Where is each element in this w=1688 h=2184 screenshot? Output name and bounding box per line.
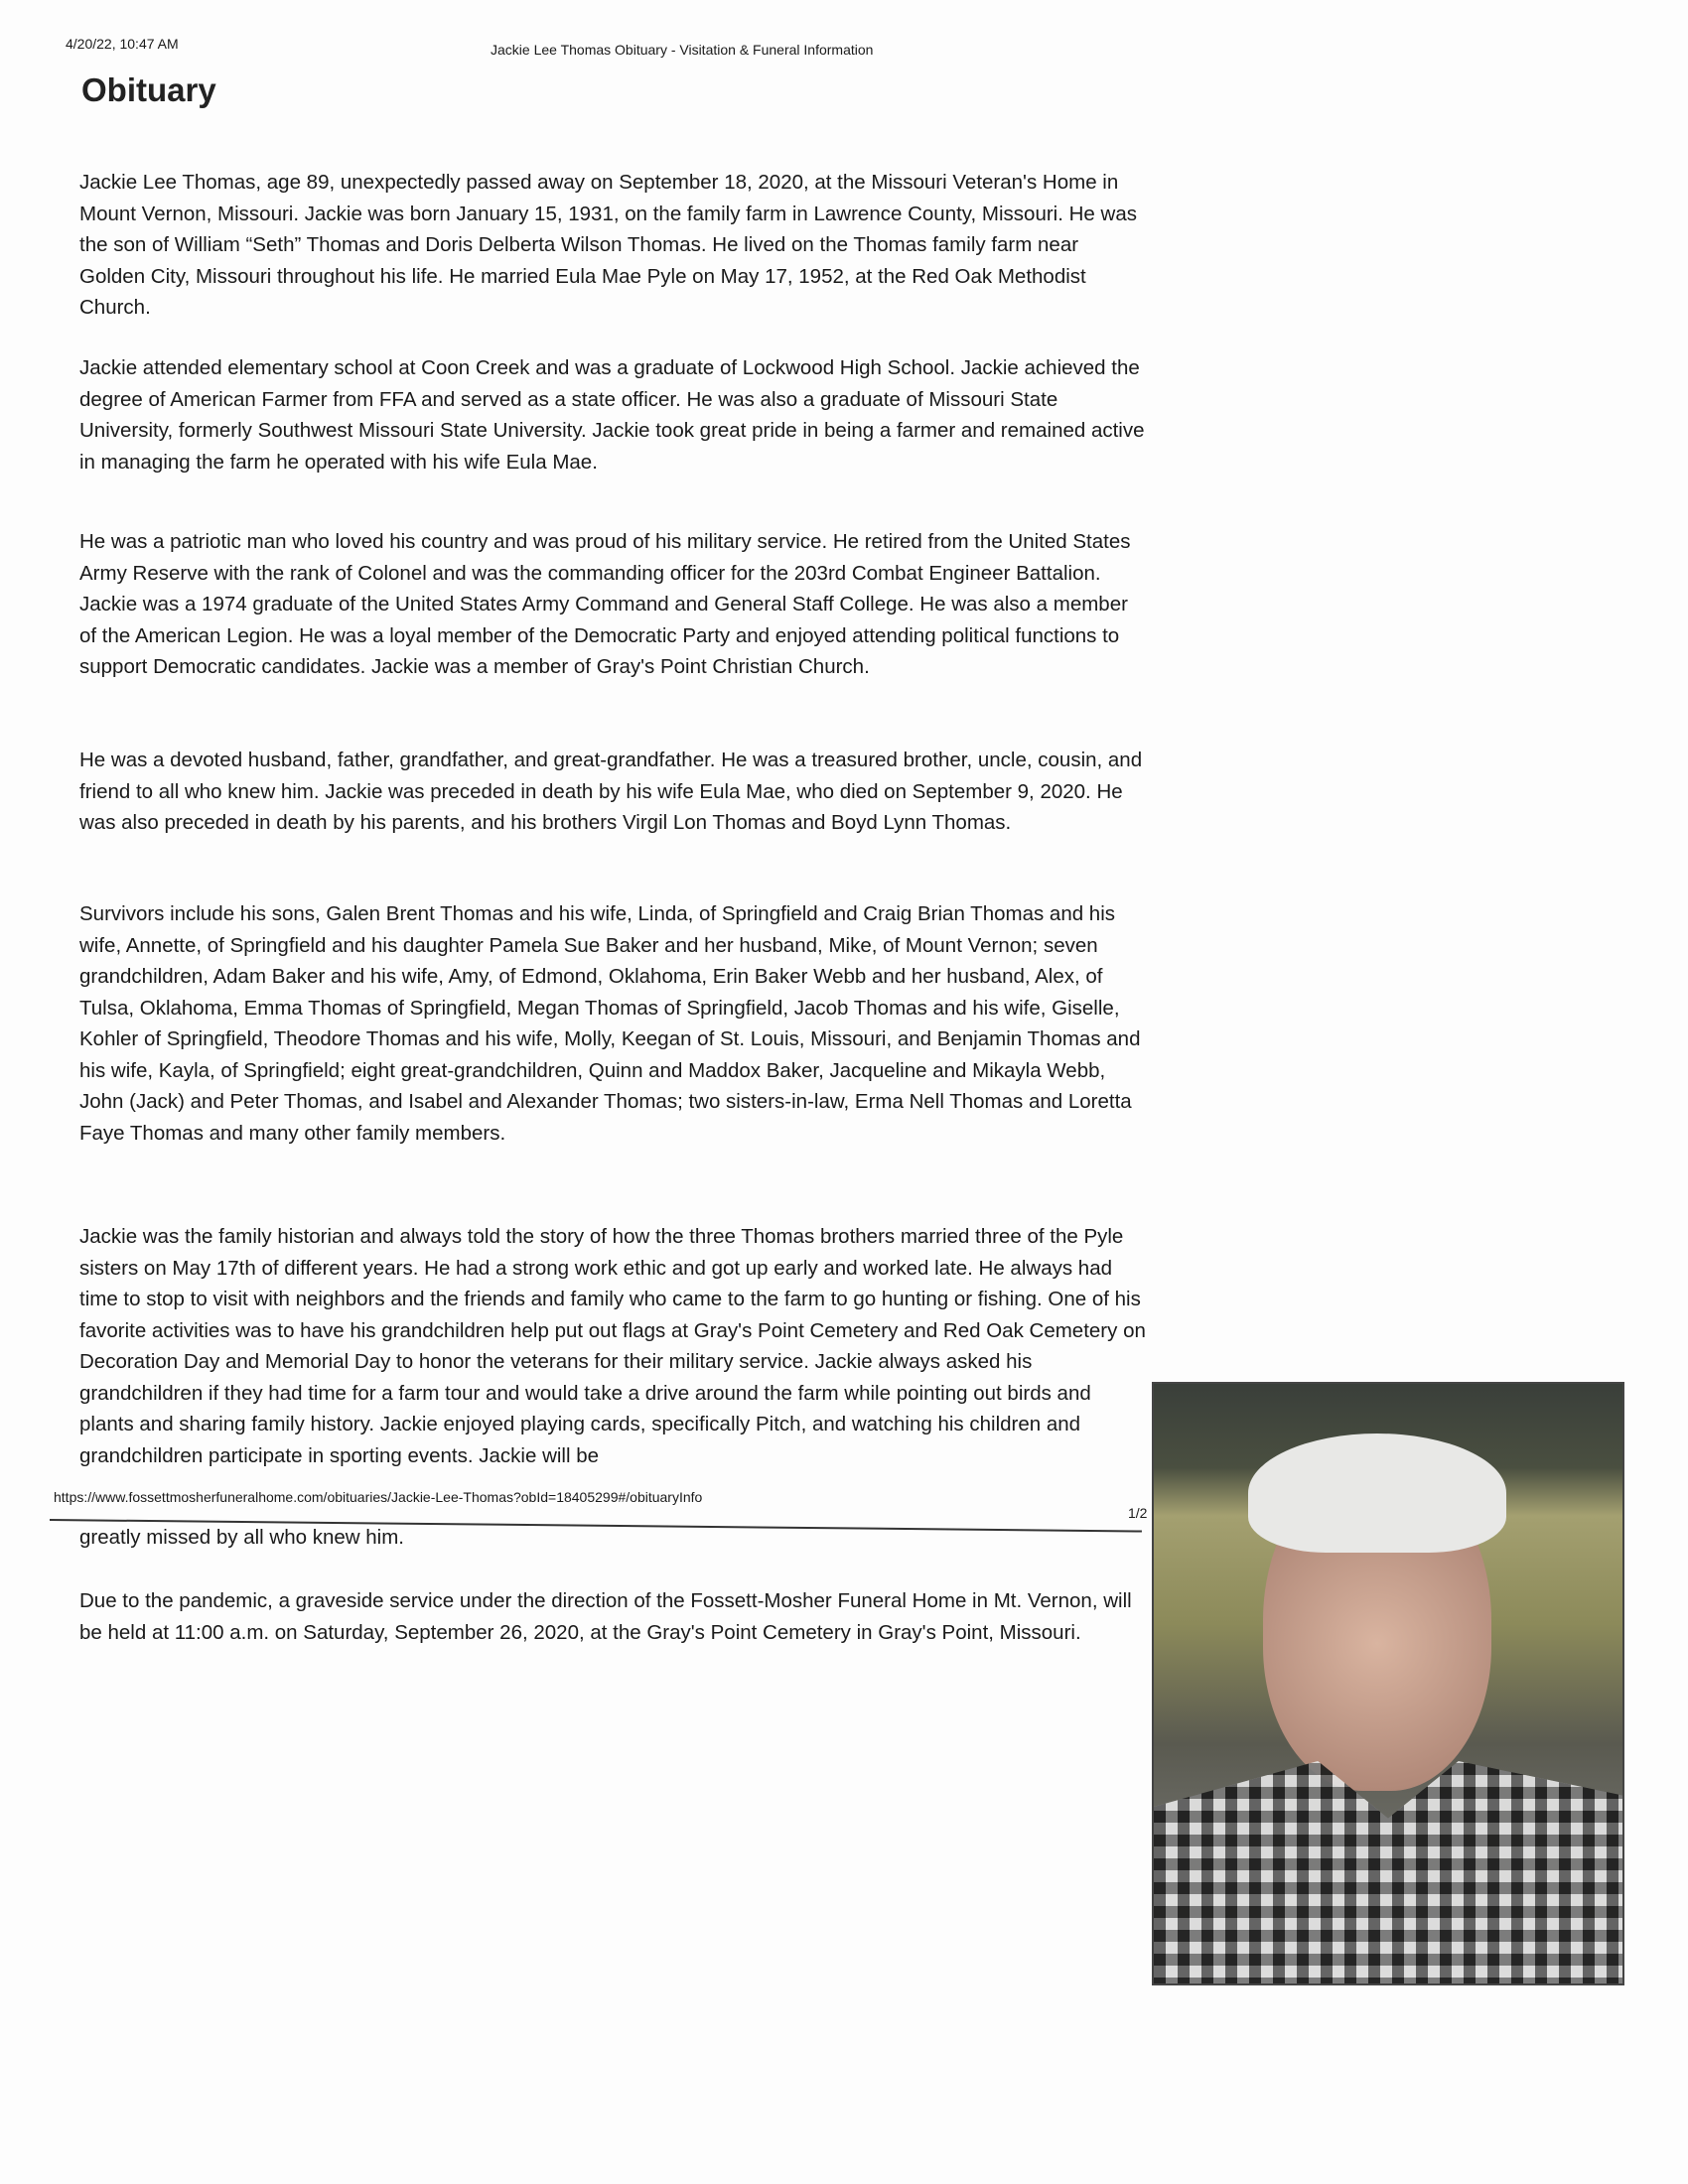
print-datetime: 4/20/22, 10:47 AM xyxy=(66,36,179,52)
paragraph-intro: Jackie Lee Thomas, age 89, unexpectedly passed away on September 18, 2020, at the Missouri Veteran's Home in Mount Vernon, Missouri. Jackie was born January 15, 1931, on the family farm in Lawrence County, Missouri. He was the son of William “Seth” Thomas and Doris Delberta Wilson Thomas. He lived on the Thomas family farm near Golden City, Missouri throughout his life. He married Eula Mae Pyle on May 17, 1952, at the Red Oak Methodist Church. xyxy=(79,171,1137,319)
paragraph-education: Jackie attended elementary school at Coon Creek and was a graduate of Lockwood High School. Jackie achieved the degree of American Farmer from FFA and served as a state officer. He was also a graduate of Missouri State University, formerly Southwest Missouri State University. Jackie took great pride in being a farmer and remained active in managing the farm he operated with his wife Eula Mae. xyxy=(79,356,1145,474)
paragraph-military: He was a patriotic man who loved his country and was proud of his military service. He retired from the United States Army Reserve with the rank of Colonel and was the commanding officer for the 203rd Combat Engineer Battalion. Jackie was a 1974 graduate of the United States Army Command and General Staff College. He was also a member of the American Legion. He was a loyal member of the Democratic Party and enjoyed attending political functions to support Democratic candidates. Jackie was a member of Gray's Point Christian Church. xyxy=(79,530,1131,678)
footer-url: https://www.fossettmosherfuneralhome.com/obituaries/Jackie-Lee-Thomas?obId=18405299#/obituaryInfo xyxy=(54,1489,703,1505)
paragraph-family: He was a devoted husband, father, grandfather, and great-grandfather. He was a treasured brother, uncle, cousin, and friend to all who knew him. Jackie was preceded in death by his wife Eula Mae, who died on September 9, 2020. He was also preceded in death by his parents, and his brothers Virgil Lon Thomas and Boyd Lynn Thomas. xyxy=(79,749,1143,834)
portrait-shirt-pattern xyxy=(1154,1761,1622,1985)
page-number: 1/2 xyxy=(1128,1505,1148,1521)
paragraph-historian: Jackie was the family historian and always told the story of how the three Thomas brothers married three of the Pyle sisters on May 17th of different years. He had a strong work ethic and got up early and worked late. He always had time to stop to visit with neighbors and the friends and family who came to the farm to go hunting or fishing. One of his favorite activities was to have his grandchildren help put out flags at Gray's Point Cemetery and Red Oak Cemetery on Decoration Day and Memorial Day to honor the veterans for their military service. Jackie always asked his grandchildren if they had time for a farm tour and would take a drive around the farm while pointing out birds and plants and sharing family history. Jackie enjoyed playing cards, specifically Pitch, and watching his children and grandchildren participate in sporting events. Jackie will be xyxy=(79,1225,1146,1467)
portrait-photo xyxy=(1152,1382,1624,1985)
paragraph-survivors: Survivors include his sons, Galen Brent Thomas and his wife, Linda, of Springfield and Craig Brian Thomas and his wife, Annette, of Springfield and his daughter Pamela Sue Baker and her husband, Mike, of Mount Vernon; seven grandchildren, Adam Baker and his wife, Amy, of Edmond, Oklahoma, Erin Baker Webb and her husband, Alex, of Tulsa, Oklahoma, Emma Thomas of Springfield, Megan Thomas of Springfield, Jacob Thomas and his wife, Giselle, Kohler of Springfield, Theodore Thomas and his wife, Molly, Keegan of St. Louis, Missouri, and Benjamin Thomas and his wife, Kayla, of Springfield; eight great-grandchildren, Quinn and Maddox Baker, Jacqueline and Mikayla Webb, John (Jack) and Peter Thomas, and Isabel and Alexander Thomas; two sisters-in-law, Erma Nell Thomas and Loretta Faye Thomas and many other family members. xyxy=(79,902,1141,1145)
paragraph-service: Due to the pandemic, a graveside service under the direction of the Fossett-Mosher Funeral Home in Mt. Vernon, will be held at 11:00 a.m. on Saturday, September 26, 2020, at the Gray's Point Cemetery in Gray's Point, Missouri. xyxy=(79,1589,1132,1644)
paragraph-closing: greatly missed by all who knew him. xyxy=(79,1526,404,1549)
portrait-hair xyxy=(1248,1433,1506,1553)
page-heading: Obituary xyxy=(81,71,216,108)
print-page-title: Jackie Lee Thomas Obituary - Visitation & Funeral Information xyxy=(491,42,874,58)
